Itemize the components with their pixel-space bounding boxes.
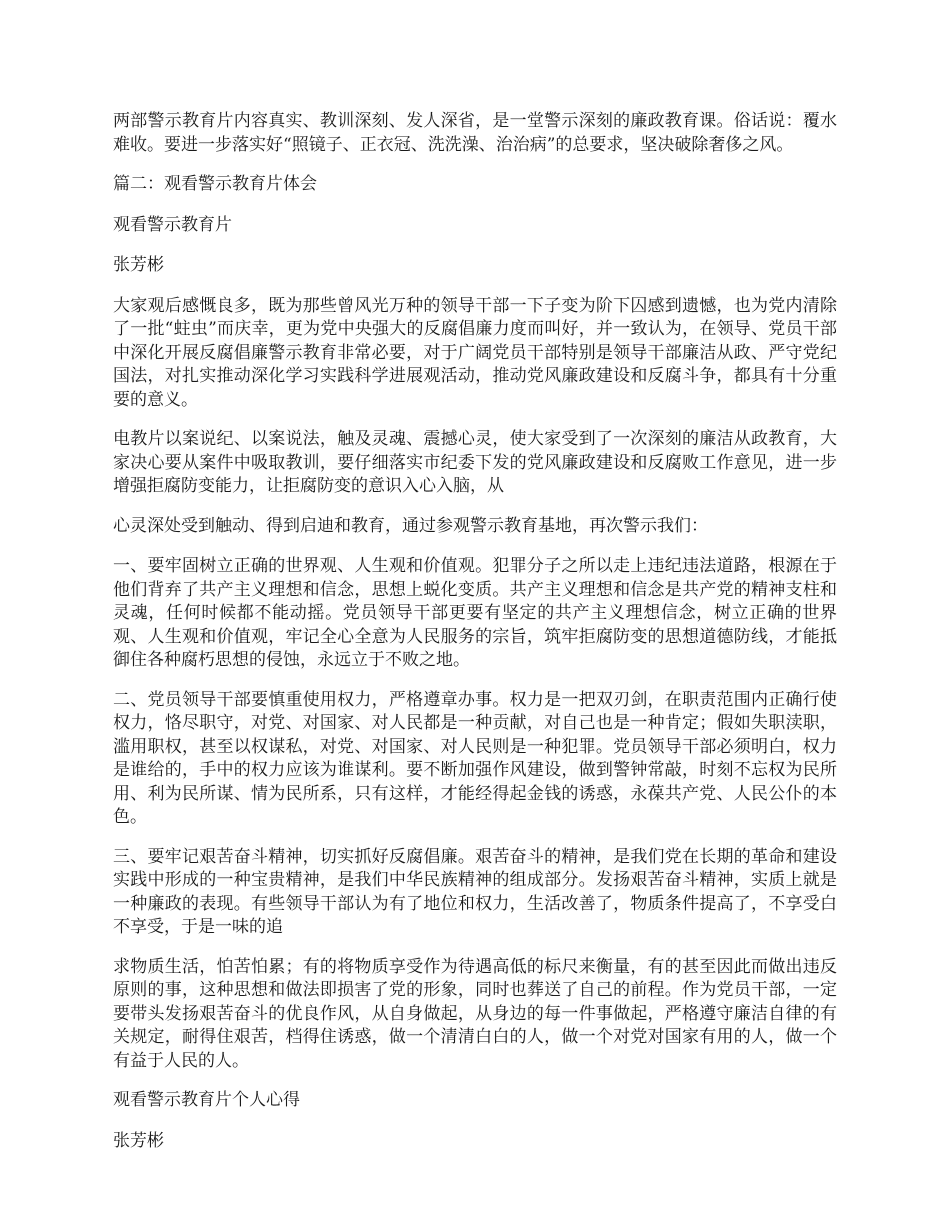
paragraph-point-one: 一、要牢固树立正确的世界观、人生观和价值观。犯罪分子之所以走上违纪违法道路，根源在于他们背弃了共产主义理想和信念，思想上蜕化变质。共产主义理想和信念是共产党的精神支柱和灵魂，任何时候都不能动摇。党员领导干部更要有坚定的共产主义理想信念，树立正确的世界观、人生观和价值观，牢记全心全意为人民服务的宗旨，筑牢拒腐防变的思想道德防线，才能抵御住各种腐朽思想的侵蚀，永远立于不败之地。 [113, 556, 837, 670]
author-name-2: 张芳彬 [113, 1130, 164, 1151]
section-heading: 篇二：观看警示教育片体会 [113, 174, 317, 194]
article-title: 观看警示教育片 [113, 214, 232, 235]
paragraph-film: 电教片以案说纪、以案说法，触及灵魂、震撼心灵，使大家受到了一次深刻的廉洁从政教育，大家决心要从案件中吸取教训，要仔细落实市纪委下发的党风廉政建设和反腐败工作意见，进一步增强拒腐防变能力，让拒腐防变的意识入心入脑，从 [113, 429, 837, 496]
paragraph-intro: 两部警示教育片内容真实、教训深刻、发人深省，是一堂警示深刻的廉政教育课。俗话说：覆水难收。要进一步落实好“照镜子、正衣冠、洗洗澡、治治病”的总要求，坚决破除奢侈之风。 [113, 111, 837, 155]
paragraph-point-three: 三、要牢记艰苦奋斗精神，切实抓好反腐倡廉。艰苦奋斗的精神，是我们党在长期的革命和建设实践中形成的一种宝贵精神，是我们中华民族精神的组成部分。发扬艰苦奋斗精神，实质上就是一种廉政的表现。有些领导干部认为有了地位和权力，生活改善了，物质条件提高了，不享受白不享受，于是一味的追 [113, 846, 837, 937]
document-page [113, 110, 837, 1170]
paragraph-continuation: 心灵深处受到触动、得到启迪和教育，通过参观警示教育基地，再次警示我们： [113, 515, 708, 536]
paragraph-reflection: 大家观后感慨良多，既为那些曾风光万种的领导干部一下子变为阶下囚感到遗憾，也为党内清除了一批“蛀虫”而庆幸，更为党中央强大的反腐倡廉力度而叫好，并一致认为，在领导、党员干部中深化开展反腐倡廉警示教育非常必要，对于广阔党员干部特别是领导干部廉洁从政、严守党纪国法，对扎实推动深化学习实践科学进展观活动，推动党风廉政建设和反腐斗争，都具有十分重要的意义。 [113, 295, 837, 410]
paragraph-point-three-continued: 求物质生活，怕苦怕累；有的将物质享受作为待遇高低的标尺来衡量，有的甚至因此而做出违反原则的事，这种思想和做法即损害了党的形象，同时也葬送了自己的前程。作为党员干部，一定要带头发扬艰苦奋斗的优良作风，从自身做起，从身边的每一件事做起，严格遵守廉洁自律的有关规定，耐得住艰苦，档得住诱惑，做一个清清白白的人，做一个对党对国家有用的人，做一个有益于人民的人。 [113, 956, 837, 1071]
article-title-2: 观看警示教育片个人心得 [113, 1090, 300, 1110]
author-name: 张芳彬 [113, 255, 164, 275]
paragraph-point-two: 二、党员领导干部要慎重使用权力，严格遵章办事。权力是一把双刃剑，在职责范围内正确行使权力，恪尽职守，对党、对国家、对人民都是一种贡献，对自己也是一种肯定；假如失职渎职，滥用职权，甚至以权谋私，对党、对国家、对人民则是一种犯罪。党员领导干部必须明白，权力是谁给的，手中的权力应该为谁谋利。要不断加强作风建设，做到警钟常敲，时刻不忘权为民所用、利为民所谋、情为民所系，只有这样，才能经得起金钱的诱惑，永葆共产党、人民公仆的本色。 [113, 689, 837, 827]
